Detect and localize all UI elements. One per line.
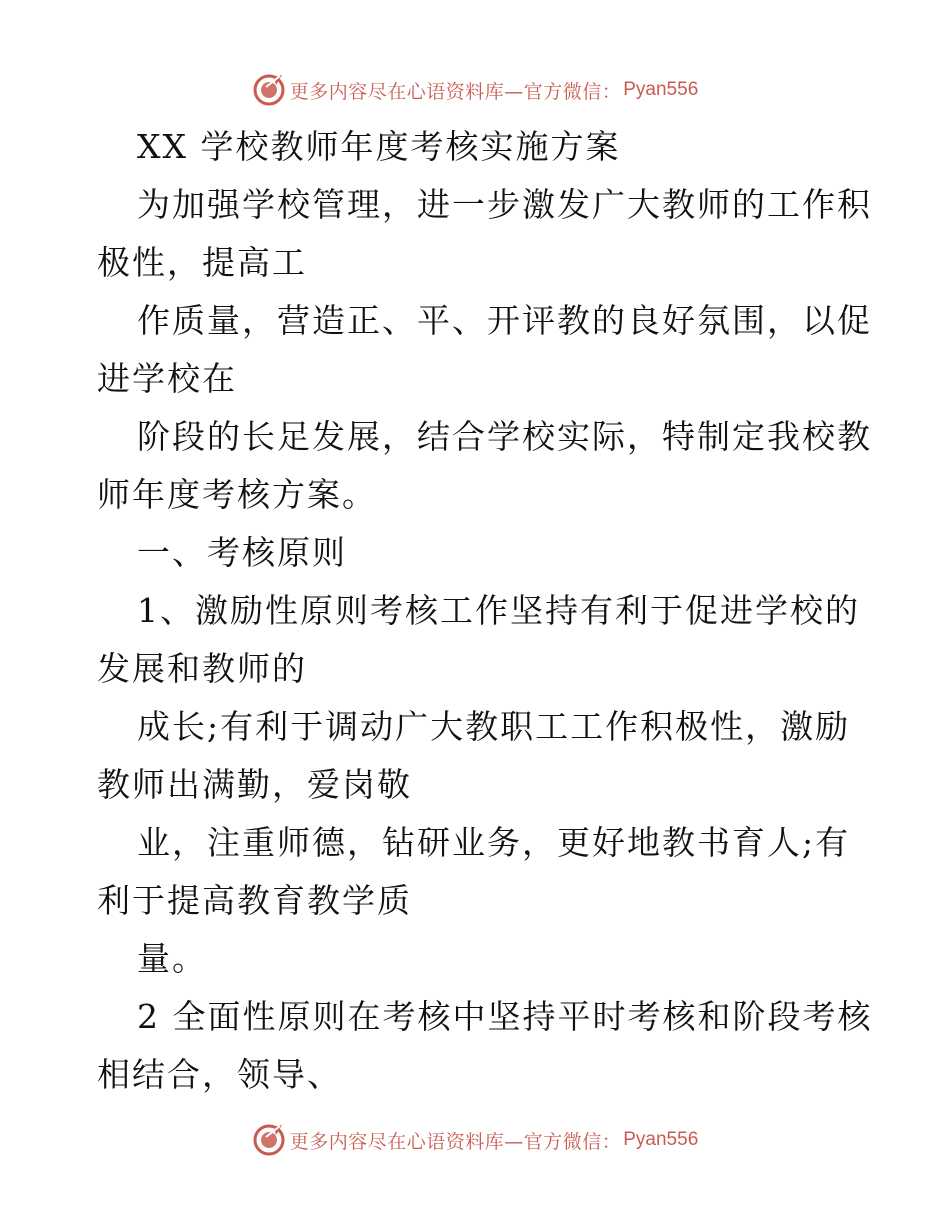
quill-logo-icon	[252, 1123, 286, 1157]
text-line: 2 全面性原则在考核中坚持平时考核和阶段考核	[137, 997, 873, 1036]
text-line: 极性，提高工	[97, 243, 307, 282]
text-line: 阶段的长足发展，结合学校实际，特制定我校教	[137, 417, 872, 456]
watermark-wechat-id: Pyan556	[623, 1129, 699, 1150]
text-line: 成长;有利于调动广大教职工工作积极性，激励	[137, 707, 851, 746]
text-line: 进学校在	[97, 359, 237, 398]
header-watermark	[0, 70, 950, 110]
watermark-text: 更多内容尽在心语资料库—官方微信：	[289, 1130, 622, 1153]
text-line: 作质量，营造正、平、开评教的良好氛围，以促	[137, 301, 872, 340]
text-line: 相结合，领导、	[97, 1055, 342, 1094]
text-line: 量。	[137, 939, 207, 978]
text-line: 教师出满勤，爱岗敬	[97, 765, 412, 804]
watermark-text: 更多内容尽在心语资料库—官方微信：	[289, 80, 622, 103]
text-line: 发展和教师的	[97, 649, 307, 688]
text-line: 利于提高教育教学质	[97, 881, 412, 920]
quill-logo-icon	[252, 73, 286, 107]
document-title: XX 学校教师年度考核实施方案	[137, 127, 621, 166]
text-line: 为加强学校管理，进一步激发广大教师的工作积	[137, 185, 872, 224]
section-heading: 一、考核原则	[137, 533, 347, 572]
text-line: 业，注重师德，钻研业务，更好地教书育人;有	[137, 823, 851, 862]
footer-watermark	[0, 1120, 950, 1160]
text-line: 1、激励性原则考核工作坚持有利于促进学校的	[137, 591, 860, 630]
document-body	[97, 118, 873, 1104]
text-line: 师年度考核方案。	[97, 475, 377, 514]
watermark-wechat-id: Pyan556	[623, 79, 699, 100]
